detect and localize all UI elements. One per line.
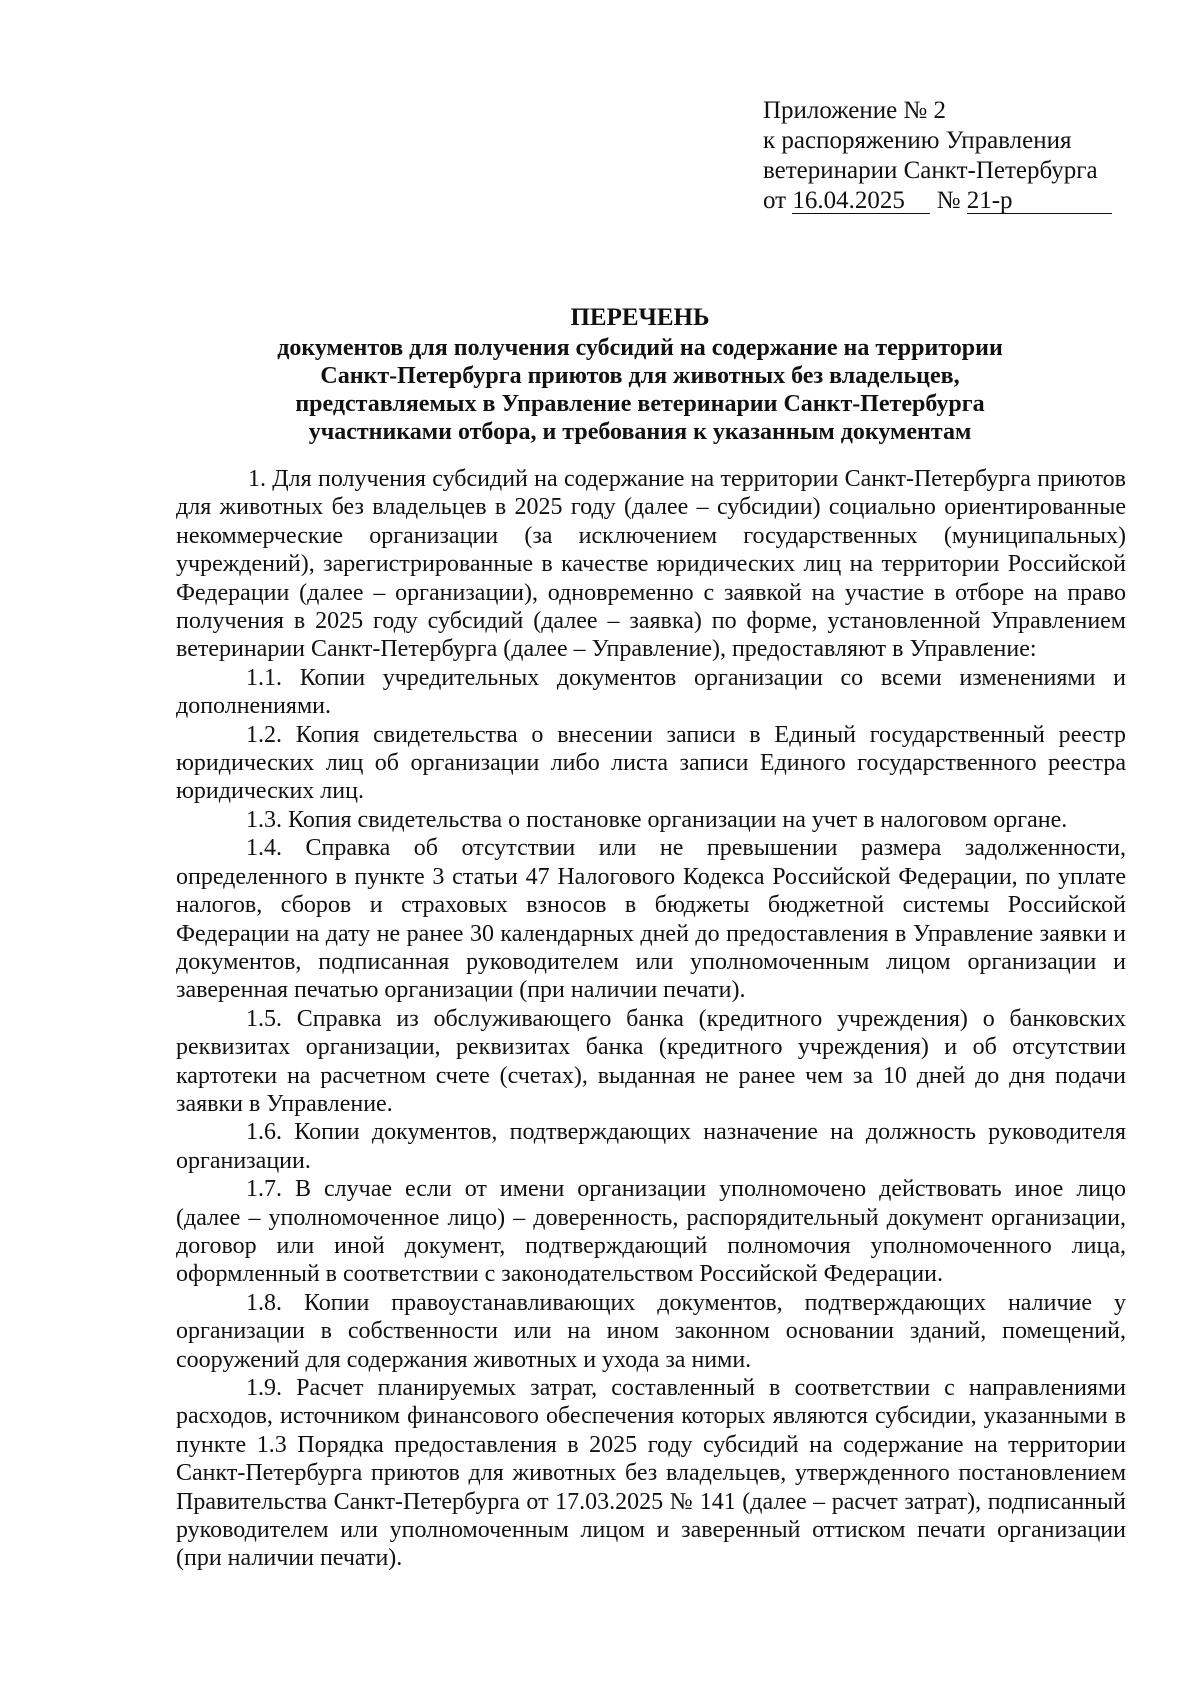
paragraph-1-1: 1.1. Копии учредительных документов организации со всеми изменениями и дополнениями. (176, 664, 1126, 720)
paragraph-1-5: 1.5. Справка из обслуживающего банка (кредитного учреждения) о банковских реквизитах организации, реквизитах банка (кредитного учреждения) и об отсутствии картотеки на расчетном счете (счетах), выданная не ранее чем за 10 дней до дня подачи заявки в Управление. (176, 1005, 1126, 1117)
title-line-1: документов для получения субсидий на содержание на территории (277, 335, 1003, 361)
document-title (160, 304, 1120, 446)
number-prefix: № (936, 187, 961, 214)
title-line-2: Санкт-Петербурга приютов для животных без владельцев, (320, 363, 960, 389)
issuing-authority: ветеринарии Санкт-Петербурга (763, 157, 1098, 184)
order-date-number-line (763, 186, 1143, 216)
title-line-4: участниками отбора, и требования к указанным документам (308, 419, 972, 445)
order-date: 16.04.2025 (792, 189, 930, 214)
paragraph-1-3: 1.3. Копия свидетельства о постановке организации на учет в налоговом органе. (246, 806, 1068, 833)
title-main: ПЕРЕЧЕНЬ (570, 304, 710, 331)
order-reference: к распоряжению Управления (763, 127, 1072, 154)
order-number: 21-р (967, 189, 1112, 214)
paragraph-1: 1. Для получения субсидий на содержание на территории Санкт-Петербурга приютов для животных без владельцев в 2025 году (далее – субсидии) социально ориентированные некоммерческие организации (за исключением государственных (муниципальных) учреждений), зарегистрированные в качестве юридических лиц на территории Российской Федерации (далее – организации), одновременно с заявкой на участие в отборе на право получения в 2025 году субсидий (далее – заявка) по форме, установленной Управлением ветеринарии Санкт-Петербурга (далее – Управление), предоставляют в Управление: (176, 466, 1126, 663)
appendix-header (763, 96, 1143, 216)
paragraph-1-2: 1.2. Копия свидетельства о внесении записи в Единый государственный реестр юридических лиц об организации либо листа записи Единого государственного реестра юридических лиц. (176, 721, 1126, 805)
appendix-label: Приложение № 2 (763, 97, 947, 124)
paragraph-1-9: 1.9. Расчет планируемых затрат, составленный в соответствии с направлениями расходов, источником финансового обеспечения которых являются субсидии, указанными в пункте 1.3 Порядка предоставления в 2025 году субсидий на содержание на территории Санкт-Петербурга приютов для животных без владельцев, утвержденного постановлением Правительства Санкт-Петербурга от 17.03.2025 № 141 (далее – расчет затрат), подписанный руководителем или уполномоченным лицом и заверенный оттиском печати организации (при наличии печати). (176, 1375, 1126, 1572)
document-body (176, 465, 1126, 1573)
paragraph-1-6: 1.6. Копии документов, подтверждающих назначение на должность руководителя организации. (176, 1119, 1126, 1174)
paragraph-1-7: 1.7. В случае если от имени организации уполномочено действовать иное лицо (далее – уполномоченное лицо) – доверенность, распорядительный документ организации, договор или иной документ, подтверждающий полномочия уполномоченного лица, оформленный в соответствии с законодательством Российской Федерации. (176, 1176, 1126, 1288)
paragraph-1-4: 1.4. Справка об отсутствии или не превышении размера задолженности, определенного в пункте 3 статьи 47 Налогового Кодекса Российской Федерации, по уплате налогов, сборов и страховых взносов в бюджеты бюджетной системы Российской Федерации на дату не ранее 30 календарных дней до предоставления в Управление заявки и документов, подписанная руководителем или уполномоченным лицом организации и заверенная печатью организации (при наличии печати). (176, 835, 1126, 1004)
title-line-3: представляемых в Управление ветеринарии Санкт-Петербурга (295, 391, 985, 417)
paragraph-1-8: 1.8. Копии правоустанавливающих документов, подтверждающих наличие у организации в собственности или на ином законном основании зданий, помещений, сооружений для содержания животных и ухода за ними. (176, 1289, 1126, 1373)
date-prefix: от (763, 187, 787, 214)
